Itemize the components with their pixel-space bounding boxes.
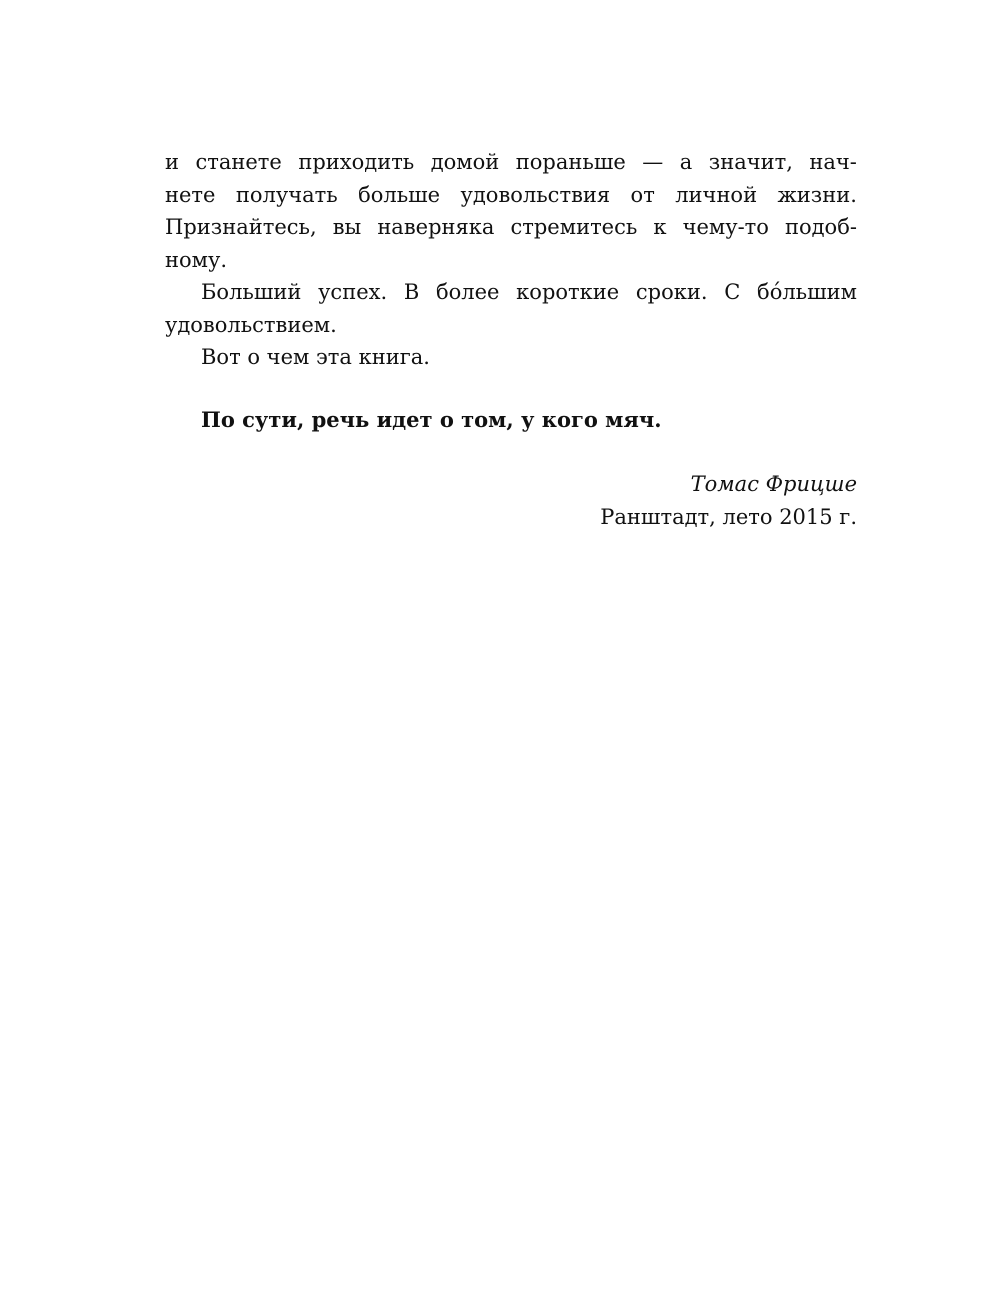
text-line: [165, 146, 857, 179]
text-line: [165, 179, 857, 212]
word: жизни.: [777, 182, 857, 207]
word: приходить: [298, 150, 415, 174]
paragraph-3: [165, 341, 857, 374]
book-page: [165, 146, 857, 533]
word: бо́льшим: [757, 280, 857, 304]
paragraph-2: [165, 276, 857, 341]
word: чему-то: [682, 215, 769, 239]
word: наверняка: [377, 215, 495, 239]
word: удовольствия: [460, 182, 611, 207]
word: пораньше: [515, 150, 626, 174]
word: сроки.: [635, 280, 708, 304]
word: подоб-: [784, 215, 857, 239]
word: от: [630, 182, 655, 207]
word: станете: [195, 150, 282, 174]
word: —: [642, 150, 664, 174]
signature-author: Томас Фрицше: [690, 472, 857, 496]
signature-block: [165, 468, 857, 533]
word: ному.: [165, 247, 228, 272]
signature-place-date: Ранштадт, лето 2015 г.: [600, 504, 857, 529]
word: и: [165, 150, 179, 174]
word: нач-: [809, 150, 857, 174]
word: Больший: [201, 280, 302, 304]
word: удовольствием.: [165, 312, 337, 337]
emphasis-line: По сути, речь идет о том, у кого мяч.: [201, 406, 662, 432]
word: С: [724, 280, 741, 304]
text-line: [165, 309, 857, 342]
word: значит,: [708, 150, 793, 174]
word: а: [679, 150, 693, 174]
text-line: [165, 276, 857, 309]
word: стремитесь: [510, 215, 638, 239]
word: короткие: [516, 280, 620, 304]
paragraph-1: [165, 146, 857, 276]
text-line: [165, 211, 857, 244]
word: Признайтесь,: [165, 215, 317, 239]
word: вы: [332, 215, 362, 239]
word: больше: [358, 182, 441, 207]
word: личной: [675, 182, 758, 207]
text-line: [165, 244, 857, 277]
word: более: [435, 280, 500, 304]
word: получать: [235, 182, 338, 207]
word: домой: [430, 150, 500, 174]
word: успех.: [318, 280, 388, 304]
paragraph-3-text: Вот о чем эта книга.: [201, 345, 430, 369]
word: В: [403, 280, 420, 304]
word: нете: [165, 182, 216, 207]
word: к: [653, 215, 667, 239]
